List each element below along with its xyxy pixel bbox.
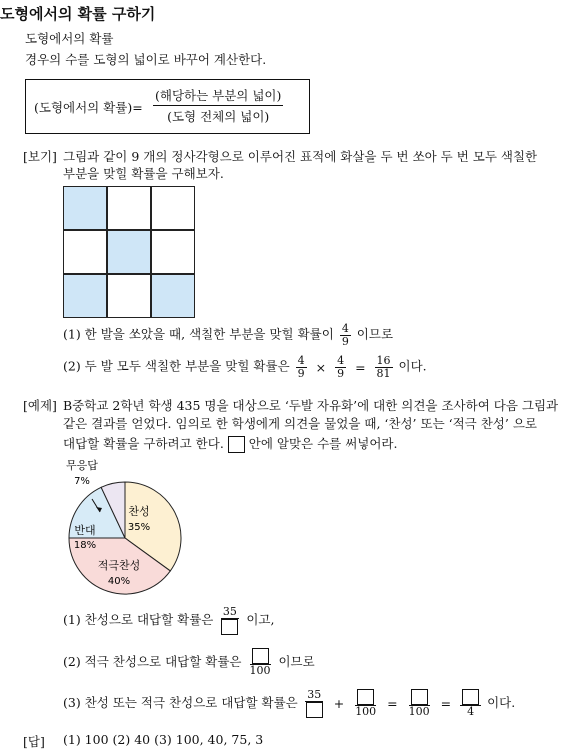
- example1-text-line2: 부분을 맞힐 확률을 구해보자.: [63, 166, 224, 181]
- pie-label-strongly-agree: 적극찬성: [97, 559, 141, 572]
- example1-tag: [보기]: [23, 149, 57, 164]
- step1-after: 이므로: [356, 326, 394, 342]
- q2-fraction: [248, 648, 273, 677]
- blank-box-icon: [228, 436, 245, 453]
- target-grid: [63, 186, 195, 318]
- intro-line-1: 도형에서의 확률: [25, 31, 114, 46]
- example2-text-line3b: 안에 알맞은 수를 써넣어라.: [248, 436, 398, 451]
- pie-label-disagree: 반대: [74, 524, 96, 537]
- q3-b-fraction: [353, 689, 378, 718]
- step2-b-den: 9: [337, 366, 345, 380]
- grid-cell: [151, 186, 195, 230]
- pie-percent-strongly-agree: 40%: [107, 576, 131, 587]
- q3-c-num-blank: [409, 689, 430, 706]
- answer-text: (1) 100 (2) 40 (3) 100, 40, 75, 3: [63, 732, 264, 747]
- example2-q2: [63, 648, 315, 677]
- formula-lhs: (도형에서의 확률)=: [34, 100, 143, 115]
- q1-den-blank: [219, 619, 240, 635]
- example1-step2: [63, 355, 427, 379]
- q3-a-fraction: [304, 689, 325, 718]
- step2-a-fraction: [296, 355, 307, 379]
- example2-q3: [63, 689, 515, 718]
- q2-den: 100: [249, 664, 271, 677]
- step2-b-fraction: [335, 355, 346, 379]
- pie-percent-no-answer: 7%: [74, 476, 90, 487]
- blank-box-icon: [306, 702, 323, 718]
- grid-cell: [107, 274, 151, 318]
- q3-after: 이다.: [487, 694, 516, 710]
- blank-box-icon: [221, 619, 238, 635]
- step2-a-num: 4: [297, 354, 305, 367]
- q2-after: 이므로: [278, 653, 315, 669]
- intro-line-2: 경우의 수를 도형의 넓이로 바꾸어 계산한다.: [25, 52, 267, 67]
- formula-fraction: [153, 86, 283, 125]
- answer-tag: [답]: [23, 734, 45, 749]
- q1-after: 이고,: [246, 611, 275, 627]
- q1-fraction: [219, 606, 240, 635]
- grid-cell: [63, 230, 107, 274]
- example2-q1: [63, 606, 274, 635]
- step2-b-num: 4: [337, 354, 345, 367]
- step1-text: (1) 한 발을 쏘았을 때, 색칠한 부분을 맞힐 확률이: [63, 326, 334, 342]
- q3-c-fraction: [407, 689, 432, 718]
- grid-cell-shaded: [63, 274, 107, 318]
- example1-step1: [63, 323, 393, 347]
- grid-cell-shaded: [63, 186, 107, 230]
- example2-text-line2: 같은 결과를 얻었다. 임의로 한 학생에게 의견을 물었을 때, ‘찬성’ 또는 ‘적극 찬성’ 으로: [63, 416, 537, 431]
- q3-d-fraction: [460, 689, 481, 718]
- q2-num-blank: [250, 648, 271, 665]
- example1-text-line1: 그림과 같이 9 개의 정사각형으로 이루어진 표적에 화살을 두 번 쏘아 두 번 모두 색칠한: [63, 149, 538, 164]
- step2-r-num: 16: [376, 354, 391, 367]
- grid-cell: [151, 230, 195, 274]
- step2-a-den: 9: [297, 366, 305, 380]
- example2-tag: [예제]: [23, 398, 57, 413]
- q3-text: (3) 찬성 또는 적극 찬성으로 대답할 확률은: [63, 694, 298, 710]
- example2-text-line3a: 대답할 확률을 구하려고 한다.: [63, 436, 224, 451]
- example2-text-line1: B중학교 2학년 학생 435 명을 대상으로 ‘두발 자유화’에 대한 의견을 조사하여 다음 그림과: [63, 398, 559, 413]
- q3-b-num-blank: [355, 689, 376, 706]
- formula-denominator: (도형 전체의 넓이): [167, 109, 270, 124]
- step2-r-den: 81: [376, 366, 391, 380]
- q3-a-num: 35: [307, 688, 322, 701]
- formula-numerator: (해당하는 부분의 넓이): [153, 86, 283, 106]
- q3-d-num-blank: [460, 689, 481, 706]
- equals-sign-1: =: [387, 695, 398, 711]
- step2-after: 이다.: [398, 358, 427, 374]
- opinion-pie-chart: [55, 455, 190, 595]
- times-sign: ×: [315, 359, 327, 375]
- grid-cell-shaded: [151, 274, 195, 318]
- step1-fraction: [340, 323, 351, 347]
- step2-text: (2) 두 발 모두 색칠한 부분을 맞힐 확률은: [63, 358, 290, 374]
- pie-percent-disagree: 18%: [73, 540, 97, 551]
- pie-percent-agree: 35%: [127, 522, 151, 533]
- step2-result-fraction: [375, 355, 393, 379]
- blank-box-icon: [357, 689, 374, 705]
- blank-box-icon: [411, 689, 428, 705]
- q3-c-den: 100: [408, 705, 430, 718]
- formula-box: [25, 79, 310, 134]
- q3-b-den: 100: [355, 705, 377, 718]
- q3-d-den: 4: [467, 705, 475, 718]
- example2-text-line3: [63, 434, 398, 453]
- page-title: 도형에서의 확률 구하기: [0, 5, 156, 23]
- pie-label-agree: 찬성: [128, 505, 150, 518]
- grid-cell: [107, 186, 151, 230]
- q3-a-den-blank: [304, 702, 325, 718]
- equals-sign-2: =: [440, 695, 452, 711]
- plus-sign: +: [333, 695, 345, 711]
- q1-num: 35: [222, 605, 237, 618]
- step1-num: 4: [341, 322, 349, 335]
- pie-label-no-answer: 무응답: [66, 459, 98, 472]
- q2-text: (2) 적극 찬성으로 대답할 확률은: [63, 653, 242, 669]
- q1-text: (1) 찬성으로 대답할 확률은: [63, 611, 214, 627]
- blank-box-icon: [462, 689, 479, 705]
- equals-sign: =: [355, 359, 366, 375]
- blank-box-icon: [252, 648, 269, 664]
- step1-den: 9: [341, 334, 349, 348]
- grid-cell-shaded: [107, 230, 151, 274]
